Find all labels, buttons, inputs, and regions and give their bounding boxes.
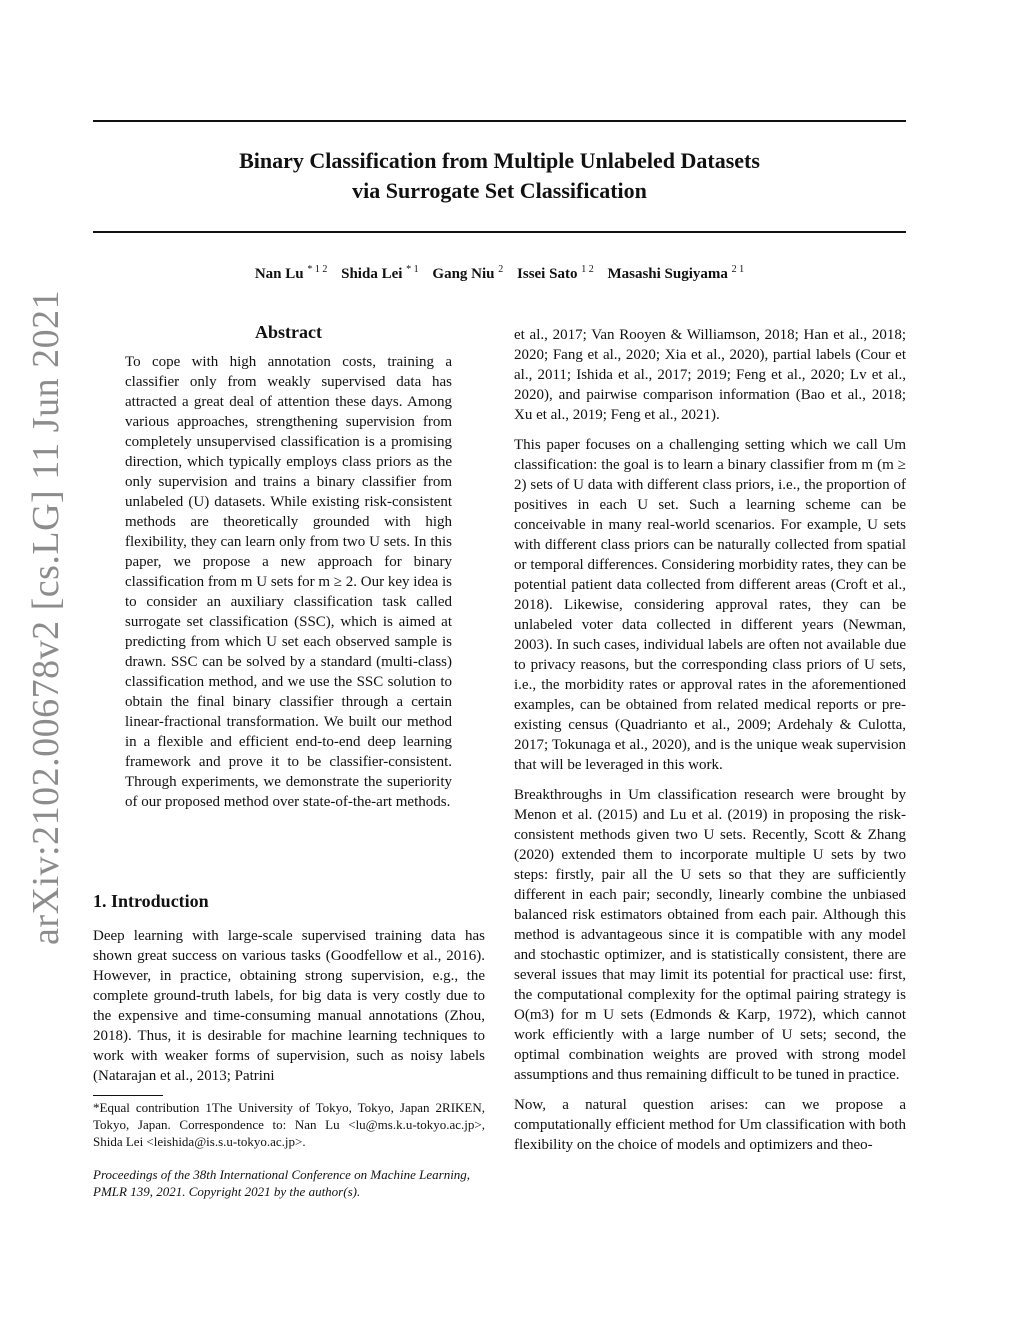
author [341, 266, 419, 282]
author [255, 266, 328, 282]
paragraph: Breakthroughs in Um classification research were brought by Menon et al. (2015) and Lu et al. (2019) in proposing the risk-consistent methods given two U sets. Recently, Scott & Zhang (2020) extended them to incorporate multiple U sets by two steps: firstly, pair all the U sets so that they are sufficiently different in each pair; secondly, linearly combine the unbiased balanced risk estimators obtained from each pair. Although this method is advantageous since it is compatible with any model and stochastic optimizer, and is statistically consistent, there are several issues that may limit its potential for practical use: first, the computational complexity for the optimal pairing strategy is O(m3) for m U sets (Edmonds & Karp, 1972), which cannot work efficiently with a large number of U sets; second, the optimal combination weights are proved with strong model assumptions and thus remaining difficult to be tuned in practice. [514, 787, 906, 1083]
author-list [93, 264, 906, 283]
author-name: Masashi Sugiyama [607, 266, 728, 282]
right-column [514, 325, 906, 1165]
title-line-2: via Surrogate Set Classification [352, 178, 647, 203]
abstract-heading: Abstract [255, 322, 322, 342]
paragraph: This paper focuses on a challenging setting which we call Um classification: the goal is to learn a binary classifier from m (m ≥ 2) sets of U data with different class priors, i.e., the proportion of positives in each U set. Such a learning scheme can be conceivable in many real-world scenarios. For example, U sets with different class priors can be naturally collected from spatial or temporal differences. Considering morbidity rates, they can be potential patient data collected from different areas (Croft et al., 2018). Likewise, considering approval rates, they can be unlabeled voter data collected in different years (Newman, 2003). In such cases, individual labels are often not available due to privacy reasons, but the corresponding class priors of U sets, i.e., the morbidity rates or approval rates in the aforementioned examples, can be obtained from related medical reports or pre-existing census (Quadrianto et al., 2009; Ardehaly & Culotta, 2017; Tokunaga et al., 2020), and is the unique weak supervision that will be leveraged in this work. [514, 437, 906, 773]
section-heading-introduction: 1. Introduction [93, 891, 209, 911]
footnote-rule [93, 1095, 163, 1096]
author-affiliation-marks: * 1 2 [307, 264, 328, 275]
paper-title [93, 146, 906, 206]
author-name: Issei Sato [517, 266, 578, 282]
title-rule-top [93, 120, 906, 122]
author-affiliation-marks: 2 1 [731, 264, 745, 275]
author-name: Shida Lei [341, 266, 403, 282]
author-name: Gang Niu [432, 266, 495, 282]
arxiv-stamp: arXiv:2102.00678v2 [cs.LG] 11 Jun 2021 [25, 289, 67, 945]
author-name: Nan Lu [254, 266, 304, 282]
paragraph: et al., 2017; Van Rooyen & Williamson, 2018; Han et al., 2018; 2020; Fang et al., 2020; Xia et al., 2020), partial labels (Cour et al., 2011; Ishida et al., 2017; 2019; Feng et al., 2020; Lv et al., 2020), and pairwise comparison information (Bao et al., 2018; Xu et al., 2019; Feng et al., 2021). [514, 327, 906, 423]
title-rule-bottom [93, 231, 906, 233]
paragraph: Now, a natural question arises: can we propose a computationally efficient method for Um classification with both flexibility on the choice of models and optimizers and theo- [514, 1097, 906, 1153]
author-affiliation-marks: * 1 [406, 264, 419, 275]
proceedings-notice: Proceedings of the 38th International Conference on Machine Learning, PMLR 139, 2021. Copyright 2021 by the author(s). [93, 1167, 471, 1199]
author [607, 266, 744, 282]
abstract-body: To cope with high annotation costs, training a classifier only from weakly supervised data has attracted a great deal of attention these days. Among various approaches, strengthening supervision from completely unsupervised classification is a promising direction, which typically employs class priors as the only supervision and trains a binary classifier from unlabeled (U) datasets. While existing risk-consistent methods are theoretically grounded with high flexibility, they can learn only from two U sets. In this paper, we propose a new approach for binary classification from m U sets for m ≥ 2. Our key idea is to consider an auxiliary classification task called surrogate set classification (SSC), which is aimed at predicting from which U set each observed sample is drawn. SSC can be solved by a standard (multi-class) classification method, and we use the SSC solution to obtain the final binary classifier through a certain linear-fractional transformation. We built our method in a flexible and efficient end-to-end deep learning framework and prove it to be classifier-consistent. Through experiments, we demonstrate the superiority of our proposed method over state-of-the-art methods. [125, 354, 452, 810]
author [432, 266, 503, 282]
introduction-paragraph: Deep learning with large-scale supervised training data has shown great success on various tasks (Goodfellow et al., 2016). However, in practice, obtaining strong supervision, e.g., the complete ground-truth labels, for big data is very costly due to the expensive and time-consuming manual annotations (Zhou, 2018). Thus, it is desirable for machine learning techniques to work with weaker forms of supervision, such as noisy labels (Natarajan et al., 2013; Patrini [93, 928, 485, 1084]
author [517, 266, 594, 282]
title-line-1: Binary Classification from Multiple Unlabeled Datasets [239, 148, 760, 173]
author-affiliation-marks: 2 [498, 264, 504, 275]
author-affiliation-marks: 1 2 [581, 264, 594, 275]
footnote: *Equal contribution 1The University of Tokyo, Tokyo, Japan 2RIKEN, Tokyo, Japan. Correspondence to: Nan Lu <lu@ms.k.u-tokyo.ac.jp>, Shida Lei <leishida@is.s.u-tokyo.ac.jp>. [93, 1100, 485, 1149]
